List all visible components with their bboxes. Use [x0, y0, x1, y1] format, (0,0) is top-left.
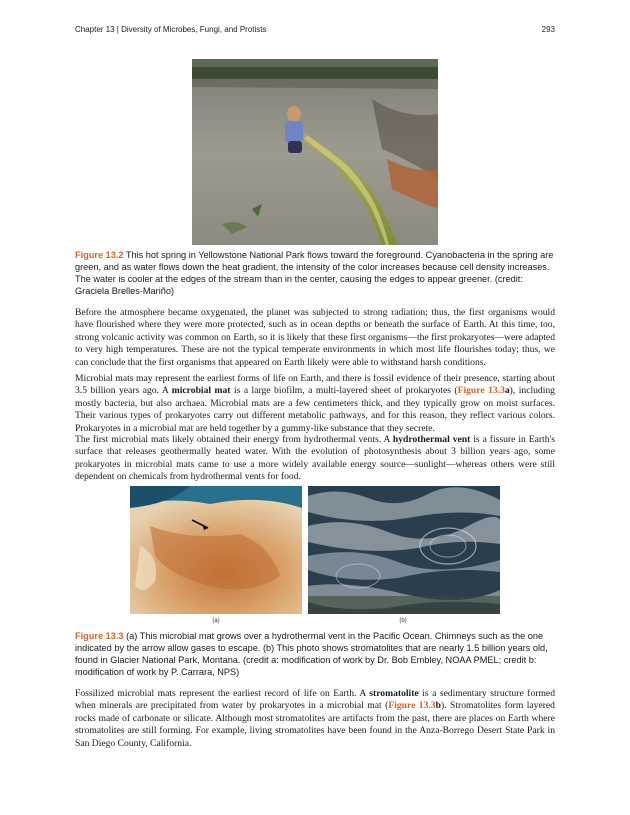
- text-span: The first microbial mats likely obtained their energy from hydrothermal vents. A: [75, 434, 393, 445]
- chapter-title: Chapter 13 | Diversity of Microbes, Fungi, and Protists: [75, 25, 267, 34]
- text-span: Microbial mats may represent the earliest forms of life on Earth, and there is fossil evidence of their presence, starting about 3.5 billion years ago. A: [75, 373, 555, 397]
- page-number: 293: [541, 25, 555, 34]
- figure-13-2-caption: [75, 249, 555, 297]
- text-span: is a sedimentary structure formed when minerals are precipitated from water by prokaryotes in a microbial mat (: [75, 688, 555, 712]
- term-microbial-mat: microbial mat: [171, 385, 231, 397]
- subfigure-b-label: (b): [399, 618, 407, 624]
- microbial-mat-photo: [130, 486, 302, 614]
- figure-13-2-caption-text: This hot spring in Yellowstone National Park flows toward the foreground. Cyanobacteria in the spring are green, and as water flows down the heat gradient, the intensity of the color increases because cell density increases. The water is cooler at the edges of the stream than in the center, causing the edges to appear greener. (credit: Graciela Brelles-Mariño): [75, 250, 554, 296]
- figure-13-2-label: Figure 13.2: [75, 250, 124, 260]
- term-hydrothermal-vent: hydrothermal vent: [392, 434, 471, 445]
- subfigure-ref: b: [435, 700, 441, 712]
- paragraph-hydrothermal: [75, 434, 555, 484]
- figure-13-3-caption-text: (a) This microbial mat grows over a hydrothermal vent in the Pacific Ocean. Chimneys such as the one indicated by the arrow allow gases to escape. (b) This photo shows stromatolites that are nearly 1.5 billion years old, found in Glacier National Park, Montana. (credit a: modification of work by Dr. Bob Embley, NOAA PMEL; credit b: modification of work by P. Carrara, NPS): [75, 631, 548, 677]
- text-span: is a large biofilm, a multi-layered sheet of prokaryotes (: [230, 385, 458, 397]
- figure-13-3-link[interactable]: Figure 13.3: [388, 700, 436, 712]
- paragraph-stromatolites: [75, 688, 555, 750]
- subfigure-a-label: (a): [212, 618, 220, 624]
- term-stromatolite: stromatolite: [369, 688, 419, 699]
- text-span: ), including mostly bacteria, but also archaea. Microbial mats are a few centimeters thick, and they typically grow on moist surfaces. Their various types of prokaryotes carry out different metabolic pathways, and for this reason, they reflect various colors. Prokaryotes in a microbial mat are held together by a gummy-like substance that they secrete.: [75, 385, 555, 434]
- subfigure-ref: a: [504, 385, 510, 397]
- figure-13-3-caption: [75, 630, 555, 678]
- paragraph-microbial-mats: [75, 373, 555, 435]
- text-span: ). Stromatolites form layered rocks made of carbonate or silicate. Although most stromatolites are artifacts from the past, there are places on Earth where stromatolites are still forming. For example, living stromatolites have been found in the Anza-Borrego Desert State Park in San Diego County, California.: [75, 700, 555, 749]
- figure-13-3-link[interactable]: Figure 13.3: [457, 385, 505, 397]
- paragraph-atmosphere: Before the atmosphere became oxygenated, the planet was subjected to strong radiation; thus, the first organisms would have flourished where they were more protected, such as in ocean depths or beneath the surface of Earth. At this time, too, strong volcanic activity was common on Earth, so it is likely that these first organisms—the first prokaryotes—were adapted to very high temperatures. These are not the typical temperate environments in which most life flourishes today; thus, we can conclude that the first organisms that appeared on Earth likely were able to withstand harsh conditions.: [75, 307, 555, 368]
- text-span: is a fissure in Earth's surface that releases geothermally heated water. With the evolution of photosynthesis about 3 billion years ago, some prokaryotes in microbial mats came to use a more widely available energy source—sunlight—whereas others were still dependent on chemicals from hydrothermal vents for food.: [75, 434, 555, 483]
- text-span: Fossilized microbial mats represent the earliest record of life on Earth. A: [75, 688, 370, 699]
- stromatolites-photo: [308, 486, 500, 614]
- running-header: [75, 25, 555, 34]
- hot-spring-photo: [192, 59, 438, 245]
- figure-13-3-label: Figure 13.3: [75, 631, 124, 641]
